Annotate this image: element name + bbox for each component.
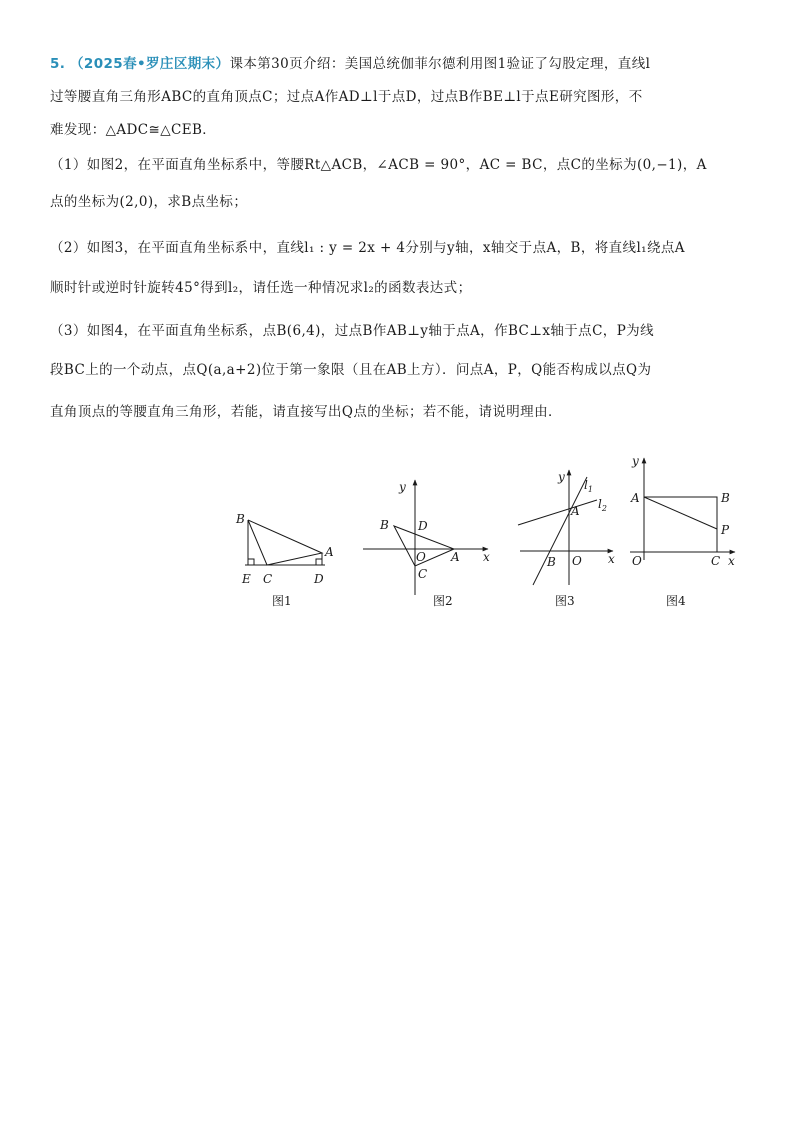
fig1-label-B: B [236, 512, 245, 526]
intro-text-2: 过等腰直角三角形ABC的直角顶点C；过点A作AD⊥l于点D，过点B作BE⊥l于点E研究图形，不 [50, 89, 643, 105]
fig3-label-A: A [571, 504, 580, 518]
fig2-label-y: y [399, 480, 406, 494]
part3-text-3: 直角顶点的等腰直角三角形，若能，请直接写出Q点的坐标；若不能，请说明理由． [50, 404, 562, 420]
fig2-label-x: x [483, 550, 490, 564]
fig4-label-y: y [632, 455, 639, 468]
fig1-caption: 图1 [272, 594, 292, 608]
fig3-label-l2: $l_2$ [598, 497, 607, 513]
fig3-line-l1 [533, 477, 587, 585]
part1-text-2: 点的坐标为(2,0)，求B点坐标； [50, 194, 248, 210]
fig1-triangle [248, 520, 322, 565]
fig1-label-E: E [242, 572, 251, 586]
fig3-label-l1: $l_1$ [584, 478, 593, 494]
fig4-label-O: O [632, 554, 642, 568]
fig2-label-A: A [451, 550, 460, 564]
fig2-label-C: C [418, 567, 428, 581]
fig2-label-O: O [416, 550, 426, 564]
part3-text-1: （3）如图4，在平面直角坐标系，点B(6,4)，过点B作AB⊥y轴于点A，作BC⊥x轴于点C，P为线 [50, 323, 654, 339]
figures-group [225, 455, 745, 620]
part2-text-2: 顺时针或逆时针旋转45°得到l₂，请任选一种情况求l₂的函数表达式； [50, 280, 472, 296]
fig2-label-D: D [418, 519, 428, 533]
fig1-right-angle-E [248, 559, 254, 565]
part3-text-2: 段BC上的一个动点，点Q(a,a+2)位于第一象限（且在AB上方）．问点A，P，Q能否构成以点Q为 [50, 362, 652, 378]
fig4-label-P: P [721, 523, 730, 537]
fig1-label-D: D [314, 572, 324, 586]
fig3-label-B: B [547, 555, 556, 569]
fig4-label-C: C [711, 554, 721, 568]
fig3-caption: 图3 [555, 594, 575, 608]
intro-text-1: 课本第30页介绍：美国总统伽菲尔德利用图1验证了勾股定理，直线l [229, 56, 651, 72]
intro-text-3: 难发现：△ADC≅△CEB． [50, 122, 217, 138]
fig1-right-angle-D [316, 559, 322, 565]
question-source: （2025春•罗庄区期末） [70, 56, 230, 72]
fig3-label-y: y [558, 470, 565, 484]
fig2-caption: 图2 [433, 594, 453, 608]
fig4-label-A: A [631, 491, 640, 505]
figure-3 [518, 470, 613, 585]
fig4-label-x: x [728, 554, 735, 568]
part1-text-1: （1）如图2，在平面直角坐标系中，等腰Rt△ACB，∠ACB = 90°，AC = BC，点C的坐标为(0,−1)，A [50, 157, 707, 173]
figure-1 [245, 520, 325, 565]
fig3-line-l2 [518, 500, 597, 525]
fig2-label-B: B [380, 518, 389, 532]
fig4-label-B: B [721, 491, 730, 505]
fig4-segment-AP [644, 497, 717, 529]
fig3-label-O: O [572, 554, 582, 568]
part2-text-1: （2）如图3，在平面直角坐标系中，直线l₁ : y = 2x + 4分别与y轴，x轴交于点A，B，将直线l₁绕点A [50, 240, 685, 256]
question-number: 5. [50, 56, 66, 72]
figure-4 [630, 458, 735, 560]
fig3-label-x: x [608, 552, 615, 566]
fig1-label-C: C [263, 572, 273, 586]
fig4-caption: 图4 [666, 594, 686, 608]
problem-line-1 [50, 54, 750, 74]
fig1-label-A: A [325, 545, 334, 559]
